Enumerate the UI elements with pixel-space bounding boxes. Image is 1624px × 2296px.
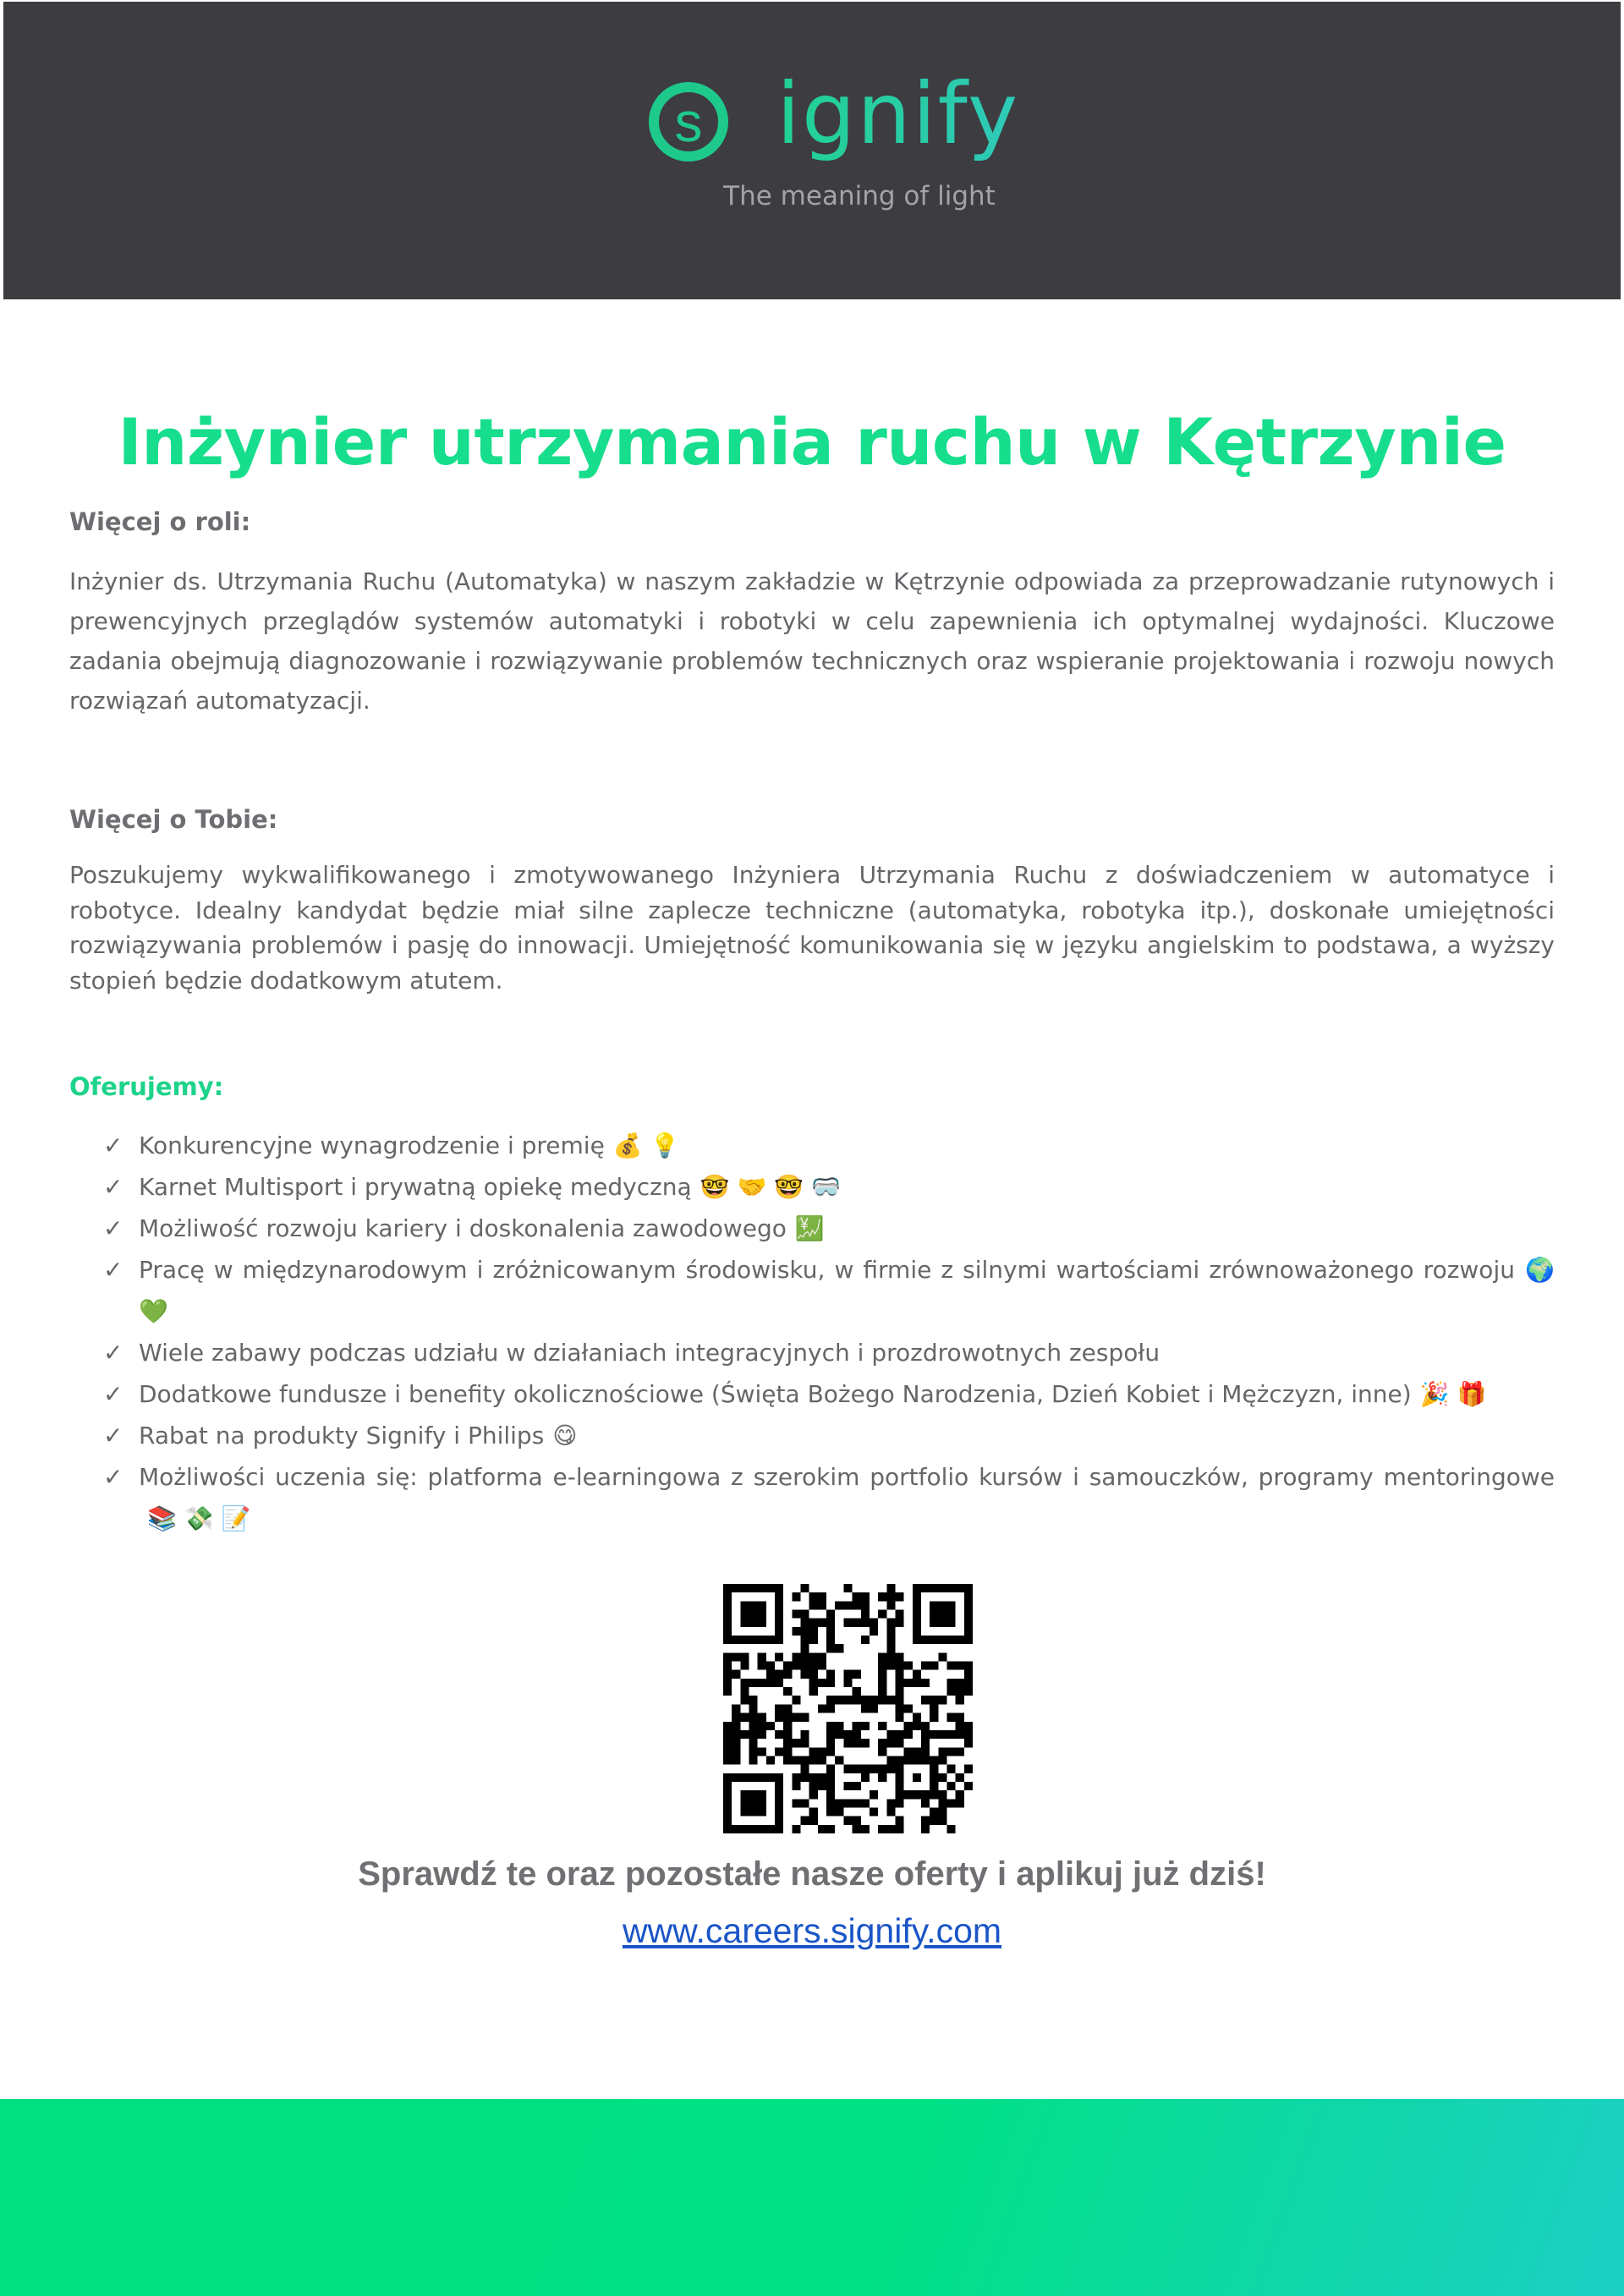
offer-heading: Oferujemy: (69, 1072, 224, 1101)
checkmark-icon: ✓ (103, 1132, 123, 1159)
offer-item-text: Rabat na produkty Signify i Philips (139, 1422, 545, 1449)
call-to-action: Sprawdź te oraz pozostałe nasze oferty i aplikuj już dziś! (358, 1855, 1266, 1893)
signify-logo (646, 64, 1052, 223)
offer-item-emoji-icon: 📚 💸 📝 (147, 1504, 251, 1532)
checkmark-icon: ✓ (103, 1463, 123, 1491)
checkmark-icon: ✓ (103, 1380, 123, 1408)
offer-item (103, 1456, 1555, 1539)
offer-item-text: Karnet Multisport i prywatną opiekę medyczną (139, 1173, 692, 1201)
offer-item-text: Możliwość rozwoju kariery i doskonalenia zawodowego (139, 1214, 787, 1242)
offer-item-emoji-icon: 🤓 🤝 🤓 🥽 (700, 1173, 841, 1201)
page-title: Inżynier utrzymania ruchu w Kętrzynie (118, 404, 1506, 479)
offer-item (103, 1208, 1555, 1249)
header-banner (3, 2, 1621, 299)
you-description: Poszukujemy wykwalifikowanego i zmotywowanego Inżyniera Utrzymania Ruchu z doświadczeniem w automatyce i robotyce. Idealny kandydat będzie miał silne zaplecze techniczne (automatyka, robotyka itp.), doskonałe umiejętności rozwiązywania problemów i pasję do innowacji. Umiejętność komunikowania się w języku angielskim to podstawa, a wyższy stopień będzie dodatkowym atutem. (69, 861, 1555, 995)
offer-item (103, 1332, 1555, 1373)
logo-s-letter: s (674, 90, 703, 153)
logo-circle-icon (649, 82, 728, 162)
logo-wordmark-text: ignify (776, 64, 1020, 163)
checkmark-icon: ✓ (103, 1256, 123, 1284)
offer-item-emoji-icon: 💰 💡 (612, 1132, 680, 1159)
checkmark-icon: ✓ (103, 1173, 123, 1201)
offer-item-emoji-icon: 💹 (794, 1214, 825, 1242)
logo-tagline: The meaning of light (723, 181, 996, 211)
offer-item (103, 1373, 1555, 1415)
role-heading: Więcej o roli: (69, 507, 251, 536)
footer-gradient-band (0, 2099, 1624, 2296)
offer-item-emoji-icon: 🌍 💚 (139, 1256, 1555, 1325)
checkmark-icon: ✓ (103, 1422, 123, 1449)
offer-item (103, 1166, 1555, 1208)
offer-item (103, 1125, 1555, 1166)
careers-link[interactable]: www.careers.signify.com (622, 1911, 1002, 1950)
offer-item (103, 1249, 1555, 1332)
role-description: Inżynier ds. Utrzymania Ruchu (Automatyka) w naszym zakładzie w Kętrzynie odpowiada za przeprowadzanie rutynowych i prewencyjnych przeglądów systemów automatyki i robotyki w celu zapewnienia ich optymalnej wydajności. Kluczowe zadania obejmują diagnozowanie i rozwiązywanie problemów technicznych oraz wspieranie projektowania i rozwoju nowych rozwiązań automatyzacji. (69, 567, 1555, 715)
offer-item-emoji-icon: 😋 (552, 1422, 578, 1449)
you-heading: Więcej o Tobie: (69, 805, 278, 834)
checkmark-icon: ✓ (103, 1214, 123, 1242)
offer-item-text: Możliwości uczenia się: platforma e-learningowa z szerokim portfolio kursów i samouczków, programy mentoringowe (139, 1463, 1555, 1491)
offer-item-text: Wiele zabawy podczas udziału w działaniach integracyjnych i prozdrowotnych zespołu (139, 1339, 1160, 1367)
offer-item (103, 1415, 1555, 1456)
offer-item-emoji-icon: 🎉 🎁 (1419, 1380, 1487, 1408)
qr-code[interactable] (723, 1584, 973, 1833)
checkmark-icon: ✓ (103, 1339, 123, 1367)
logo-wordmark (731, 64, 1020, 163)
offer-item-text: Pracę w międzynarodowym i zróżnicowanym środowisku, w firmie z silnymi wartościami zrównoważonego rozwoju (139, 1256, 1515, 1284)
offer-item-text: Dodatkowe fundusze i benefity okolicznościowe (Święta Bożego Narodzenia, Dzień Kobiet i Mężczyzn, inne) (139, 1380, 1412, 1408)
offer-list (103, 1125, 1555, 1539)
offer-item-text: Konkurencyjne wynagrodzenie i premię (139, 1132, 605, 1159)
